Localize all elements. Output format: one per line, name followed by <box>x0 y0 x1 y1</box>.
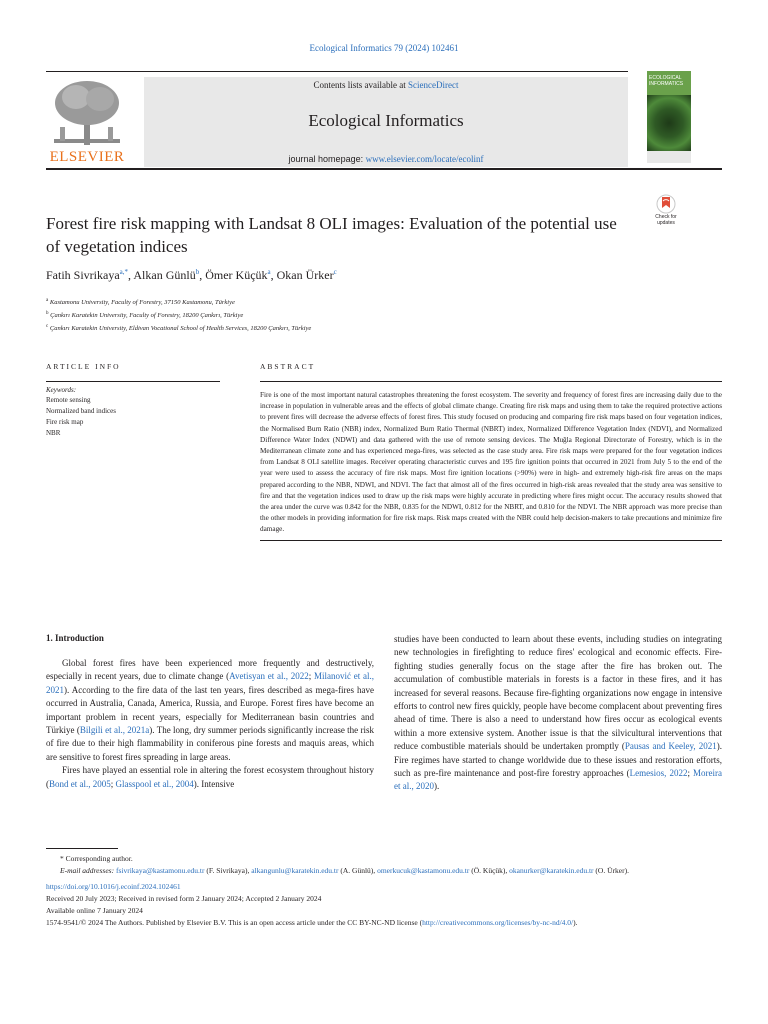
reference-link[interactable]: fsivrikaya@kastamonu.edu.tr <box>115 866 205 875</box>
text-run: 1574-9541/© 2024 The Authors. Published by Elsevier B.V. This is an open access article under the CC BY-NC-ND license ( <box>46 918 423 927</box>
text-run: Global forest fires have been experienced more frequently and destructively, especially in recent years, due to climate change ( <box>46 658 374 682</box>
author-affiliation-mark[interactable]: c <box>333 268 337 276</box>
reference-link[interactable]: Glasspool et al., 2004 <box>115 778 194 789</box>
text-run: ). According to the fire data of the last ten years, fires described as mega-fires have occurred in Australia, Canada, America, Russia, and Europe. Forest fires have become an important problem in recent years, especially for Mediterranean basin countries and Türkiye ( <box>46 684 374 736</box>
cover-title: ECOLOGICAL INFORMATICS <box>649 75 684 87</box>
intro-paragraph-2 <box>46 764 374 791</box>
text-run: ). The long, dry summer periods significantly increase the risk of fire due to their high flammability in coniferous pine forests and maquis areas, which are sensitive to forest fires spreading in large areas. <box>46 725 374 762</box>
affiliation-text: Kastamonu University, Faculty of Forestry, 37150 Kastamonu, Türkiye <box>48 299 235 307</box>
corresponding-author-note: * Corresponding author. <box>60 854 133 863</box>
journal-citation[interactable]: Ecological Informatics 79 (2024) 102461 <box>309 43 459 53</box>
publication-info <box>46 881 722 929</box>
check-for-updates-button[interactable] <box>648 194 684 234</box>
text-run: ). <box>434 781 440 792</box>
author-name[interactable]: Okan Ürker <box>276 268 334 282</box>
header-rule <box>46 71 628 72</box>
cover-header <box>647 71 691 95</box>
author-name[interactable]: Fatih Sivrikaya <box>46 268 120 282</box>
author-affiliation-mark[interactable]: a <box>267 268 271 276</box>
reference-link[interactable]: Lemesios, 2022 <box>629 768 688 779</box>
affiliation-text: Çankırı Karatekin University, Eldivan Vocational School of Health Services, 18200 Çankırı, Türkiye <box>48 325 312 333</box>
email-addresses <box>46 865 722 877</box>
intro-paragraph-3 <box>394 633 722 794</box>
doi-link[interactable]: https://doi.org/10.1016/j.ecoinf.2024.102461 <box>46 882 181 891</box>
journal-cover-image[interactable] <box>647 71 691 163</box>
contents-line <box>144 80 628 90</box>
reference-link[interactable]: Pausas and Keeley, 2021 <box>624 741 717 752</box>
text-run: ). <box>573 918 578 927</box>
journal-banner <box>144 77 628 167</box>
elsevier-wordmark: ELSEVIER <box>49 149 125 165</box>
check-updates-icon <box>656 194 676 214</box>
reference-link[interactable]: omerkucuk@kastamonu.edu.tr <box>377 866 470 875</box>
author-list <box>46 268 646 283</box>
affiliation-mark: c <box>46 324 49 330</box>
affiliation-mark: a <box>46 298 49 303</box>
abstract-rule <box>260 381 722 382</box>
reference-link[interactable]: okanurker@karatekin.edu.tr <box>509 866 594 875</box>
text-run: (F. Sivrikaya), <box>204 866 252 875</box>
header-rule-thick <box>46 168 722 170</box>
inline-label: E-mail addresses: <box>60 866 116 875</box>
author-name[interactable]: Ömer Küçük <box>205 268 268 282</box>
keyword-item: NBR <box>46 429 61 437</box>
check-updates-label: Check for updates <box>655 214 677 226</box>
reference-link[interactable]: Milanović et al., 2021 <box>46 671 374 695</box>
author-separator: , <box>128 268 134 282</box>
text-run: ). Intensive <box>193 778 235 789</box>
intro-paragraph-1 <box>46 657 374 764</box>
text-run: ; <box>110 778 116 789</box>
author-affiliation-mark[interactable]: a,* <box>119 268 129 276</box>
abstract-heading: ABSTRACT <box>260 362 316 371</box>
reference-link[interactable]: Avetisyan et al., 2022 <box>229 671 309 682</box>
cover-footer <box>647 151 691 163</box>
keyword-item: Fire risk map <box>46 418 84 426</box>
text-run: ; <box>687 768 693 779</box>
available-online: Available online 7 January 2024 <box>46 906 143 915</box>
reference-link[interactable]: Bond et al., 2005 <box>49 778 111 789</box>
reference-link[interactable]: Bilgili et al., 2021a <box>79 725 150 736</box>
article-info-rule <box>46 381 220 382</box>
cover-artwork <box>647 95 691 151</box>
reference-link[interactable]: alkangunlu@karatekin.edu.tr <box>251 866 339 875</box>
text-run: ). Fire regimes have started to change worldwide due to these issues and restoration efforts, such as pre-fire maintenance and post-fire forestry approaches ( <box>394 741 722 779</box>
affiliation-mark: b <box>46 311 49 317</box>
homepage-label: journal homepage: <box>288 154 366 164</box>
keywords-label: Keywords: <box>46 386 77 394</box>
keyword-list <box>46 395 220 439</box>
abstract <box>260 362 722 541</box>
abstract-bottom-rule <box>260 540 722 541</box>
article-title: Forest fire risk mapping with Landsat 8 OLI images: Evaluation of the potential use of vegetation indices <box>46 214 617 256</box>
abstract-text: Fire is one of the most important natural catastrophes threatening the forest ecosystem. The severity and frequency of forest fires are increasing daily due to the increase in population in vulnerable areas and the effects of global climate change. Creating fire risk maps and using them to take the required protective actions to prevent fires will decrease the adverse effects of forest fires. This study focused on producing and comparing fire risk maps based on four vegetation indices, the Normalised Burn Ratio (NBR) index, Normalized Burn Ratio Thermal (NBRT) index, Normalized Difference Vegetation Index (NDVI), and Normalized Difference Water Index (NDWI) and data gathered with the use of remote sensing devices. The Muğla Regional Directorate of Forestry, which is in the Mediterranean climate zone and has experienced mega-fires, was selected as the case study area. Fire risk maps were prepared for the four vegetation indices from Landsat 8 OLI satellite images. Receiver operating characteristic curves and 195 fire ignition points that occurred in 2021 from July 5 to the end of the year were used to assess the accuracy of fire risk maps. Most fire ignition locations (>90%) were in high- and extremely high-risk fire areas on the maps prepared according to the NBR, NDWI, and NDVI. The fact that almost all of the fires occurred in high-risk areas revealed that the study area was sensitive to fire and that the vegetation indices used to draw up the risk maps were highly accurate in predicting where fires might occur. The accuracy results showed that the area under the curve was 0.842 for the NBR, 0.835 for the NDWI, 0.812 for the NBRT, and 0.810 for the NDVI. The NBR approach was more precise than the other models in providing information for fire risk maps. Risk maps created with the NBR could help decision-makers to take precautions and minimize fire damage. <box>260 391 722 534</box>
text-run: ; <box>308 671 315 682</box>
text-run: (Ö. Küçük), <box>469 866 510 875</box>
section-heading-introduction: 1. Introduction <box>46 633 104 643</box>
license-statement <box>46 917 722 929</box>
reference-link[interactable]: http://creativecommons.org/licenses/by-nc-nd/4.0/ <box>422 918 574 927</box>
contents-prefix: Contents lists available at <box>313 80 408 90</box>
received-dates: Received 20 July 2023; Received in revised form 2 January 2024; Accepted 2 January 2024 <box>46 894 322 903</box>
article-info <box>46 362 220 439</box>
reference-link[interactable]: Moreira et al., 2020 <box>394 768 722 792</box>
affiliation-item <box>46 308 722 321</box>
sciencedirect-link[interactable]: ScienceDirect <box>408 80 459 90</box>
journal-title: Ecological Informatics <box>308 111 464 130</box>
affiliation-item <box>46 295 722 308</box>
text-run: studies have been conducted to learn about these events, including studies on integrating new technologies in firefighting to reduce fires' ecological and economic effects. Fire-fighting studies generally focus on the stage after the fire has broken out. The accumulation of combustible materials in forests is a factor in these fires, and it has increased for several reasons. Because fire-fighting organizations now engage in intensive efforts to control new fires quickly, people have become complacent about preventing fires ahead of time. There is also a need to understand how fires occur as ecological events within a more extensive system. Another issue is that the silvicultural interventions that reduce combustible materials should be undertaken promptly ( <box>394 634 722 752</box>
footnotes <box>46 848 722 929</box>
footnote-rule <box>46 848 118 849</box>
affiliation-item <box>46 321 722 334</box>
author-name[interactable]: Alkan Günlü <box>133 268 196 282</box>
article-info-heading: ARTICLE INFO <box>46 362 121 371</box>
text-run: (A. Günlü), <box>338 866 378 875</box>
text-run: (O. Ürker). <box>593 866 629 875</box>
body-column-left <box>46 633 374 791</box>
homepage-link[interactable]: www.elsevier.com/locate/ecolinf <box>365 154 484 164</box>
text-run: Fires have played an essential role in altering the forest ecosystem throughout history ( <box>46 765 374 789</box>
author-separator: , <box>199 268 206 282</box>
keyword-item: Normalized band indices <box>46 407 116 415</box>
homepage-line <box>144 154 628 164</box>
affiliations <box>46 295 722 334</box>
body-column-right <box>394 633 722 794</box>
affiliation-text: Çankırı Karatekin University, Faculty of Forestry, 18200 Çankırı, Türkiye <box>48 312 244 320</box>
keyword-item: Remote sensing <box>46 396 91 404</box>
author-separator: , <box>270 268 277 282</box>
journal-header <box>46 71 722 167</box>
author-affiliation-mark[interactable]: b <box>195 268 200 276</box>
